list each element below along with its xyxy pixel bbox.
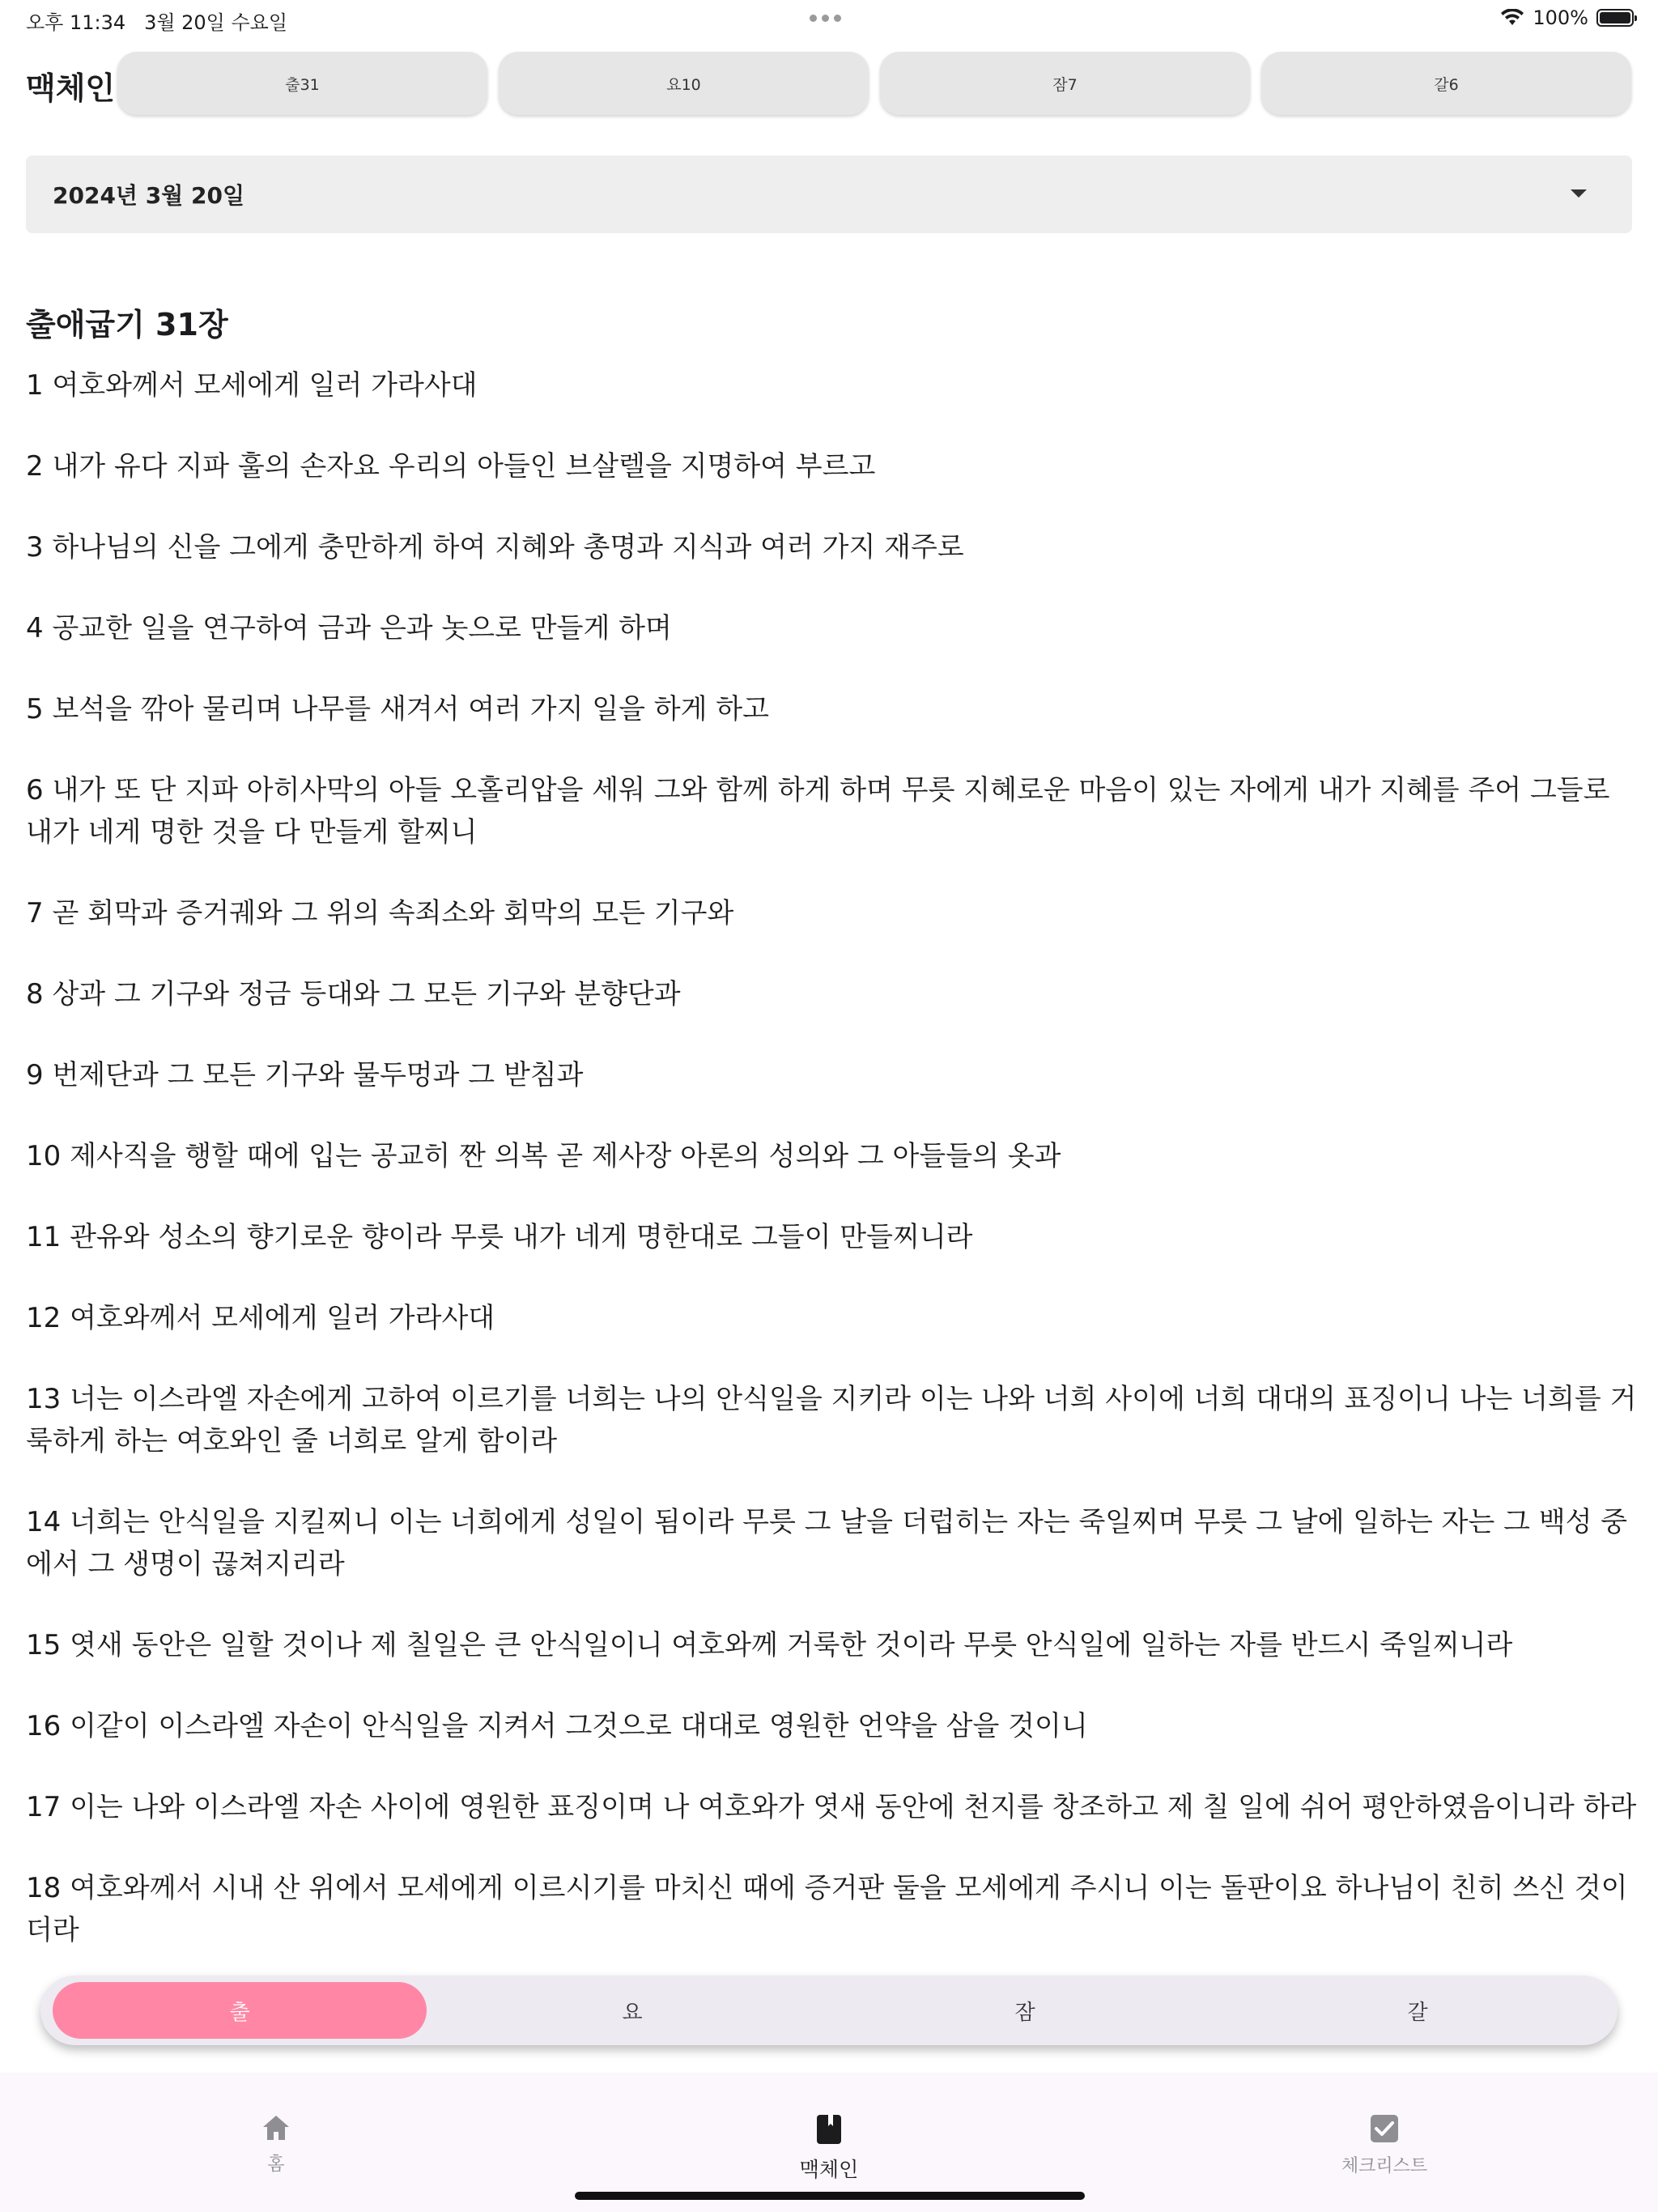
chapter-title: 출애굽기 31장 <box>26 307 228 342</box>
verse-11: 11 관유와 성소의 향기로운 향이라 무릇 내가 네게 명한대로 그들이 만들찌니라 <box>26 1221 973 1253</box>
battery-icon <box>1596 9 1634 27</box>
date-text: 3월 20일 수요일 <box>144 11 288 34</box>
verse-12: 12 여호와께서 모세에게 일러 가라사대 <box>26 1302 495 1334</box>
home-indicator[interactable] <box>575 2192 1085 2200</box>
verse-15: 15 엿새 동안은 일할 것이나 제 칠일은 큰 안식일이니 여호와께 거룩한 것이라 무릇 안식일에 일하는 자를 반드시 죽일찌니라 <box>26 1629 1513 1661</box>
checkbox-icon <box>1369 2113 1400 2144</box>
clock-text: 오후 11:34 <box>26 11 126 34</box>
date-dropdown-value: 2024년 3월 20일 <box>53 182 245 209</box>
verse-list <box>26 364 1637 1990</box>
segment-exodus[interactable]: 출 <box>53 1982 427 2039</box>
tab-home[interactable] <box>187 2113 365 2176</box>
verse-18: 18 여호와께서 시내 산 위에서 모세에게 이르시기를 마치신 때에 증거판 둘을 모세에게 주시니 이는 돌판이요 하나님이 친히 쓰신 것이더라 <box>26 1872 1628 1946</box>
verse-2: 2 내가 유다 지파 훌의 손자요 우리의 아들인 브살렐을 지명하여 부르고 <box>26 450 876 483</box>
verse-10: 10 제사직을 행할 때에 입는 공교히 짠 의복 곧 제사장 아론의 성의와 그 아들들의 옷과 <box>26 1140 1061 1172</box>
status-indicators <box>1500 6 1634 29</box>
verse-13: 13 너는 이스라엘 자손에게 고하여 이르기를 너희는 나의 안식일을 지키라 이는 나와 너희 사이에 너희 대대의 표징이니 나는 너희를 거룩하게 하는 여호와인 줄 너희로 알게 함이라 <box>26 1383 1637 1457</box>
verse-7: 7 곧 회막과 증거궤와 그 위의 속죄소와 회막의 모든 기구와 <box>26 897 734 929</box>
verse-16: 16 이같이 이스라엘 자손이 안식일을 지켜서 그것으로 대대로 영원한 언약을 삼을 것이니 <box>26 1710 1088 1742</box>
segment-proverbs[interactable]: 잠 <box>1014 2000 1035 2025</box>
battery-percent: 100% <box>1533 6 1588 29</box>
reading-chips <box>117 52 1631 115</box>
verse-8: 8 상과 그 기구와 정금 등대와 그 모든 기구와 분향단과 <box>26 978 681 1010</box>
chip-john[interactable]: 요10 <box>499 52 869 115</box>
verse-17: 17 이는 나와 이스라엘 자손 사이에 영원한 표징이며 나 여호와가 엿새 동안에 천지를 창조하고 제 칠 일에 쉬어 평안하였음이니라 하라 <box>26 1791 1637 1823</box>
status-bar <box>0 0 1658 39</box>
chevron-down-icon <box>1571 189 1587 198</box>
book-icon <box>815 2113 843 2146</box>
tab-checklist-label: 체크리스트 <box>1341 2156 1428 2176</box>
segment-john[interactable]: 요 <box>622 2000 643 2025</box>
verse-9: 9 번제단과 그 모든 기구와 물두멍과 그 받침과 <box>26 1059 584 1091</box>
multitasking-dots-icon[interactable] <box>810 15 841 22</box>
book-segment-control <box>40 1976 1618 2045</box>
verse-3: 3 하나님의 신을 그에게 충만하게 하여 지혜와 총명과 지식과 여러 가지 재주로 <box>26 531 964 564</box>
app-title: 맥체인 <box>26 70 116 106</box>
verse-1: 1 여호와께서 모세에게 일러 가라사대 <box>26 369 478 402</box>
chip-exodus[interactable]: 출31 <box>117 52 487 115</box>
tab-home-label: 홈 <box>267 2155 285 2175</box>
chip-proverbs[interactable]: 잠7 <box>880 52 1250 115</box>
verse-5: 5 보석을 깎아 물리며 나무를 새겨서 여러 가지 일을 하게 하고 <box>26 693 769 725</box>
date-dropdown[interactable] <box>26 155 1632 233</box>
chip-galatians[interactable]: 갈6 <box>1261 52 1631 115</box>
status-time <box>26 6 287 35</box>
tab-mccheyne-label: 맥체인 <box>799 2158 859 2181</box>
segment-galatians[interactable]: 갈 <box>1407 2000 1428 2025</box>
verse-4: 4 공교한 일을 연구하여 금과 은과 놋으로 만들게 하며 <box>26 612 672 644</box>
home-icon <box>261 2113 291 2142</box>
verse-14: 14 너희는 안식일을 지킬찌니 이는 너희에게 성일이 됨이라 무릇 그 날을 더럽히는 자는 죽일찌며 무릇 그 날에 일하는 자는 그 백성 중에서 그 생명이 끊쳐지리라 <box>26 1506 1628 1580</box>
wifi-icon <box>1500 9 1524 27</box>
tab-mccheyne[interactable] <box>740 2113 918 2183</box>
tab-checklist[interactable] <box>1295 2113 1473 2177</box>
verse-6: 6 내가 또 단 지파 아히사막의 아들 오홀리압을 세워 그와 함께 하게 하며 무릇 지혜로운 마음이 있는 자에게 내가 지혜를 주어 그들로 내가 네게 명한 것을 다 만들게 할찌니 <box>26 774 1610 849</box>
